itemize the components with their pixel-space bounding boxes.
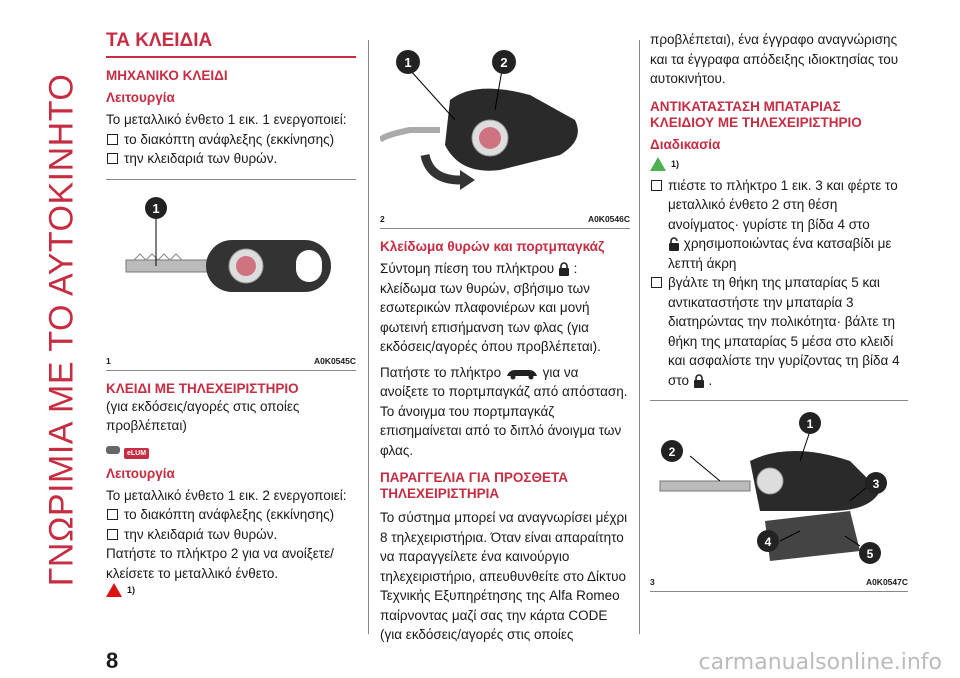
- page-title: ΤΑ ΚΛΕΙΔΙΑ: [106, 30, 356, 58]
- callout-5: 5: [866, 547, 874, 561]
- market-icons: [106, 442, 356, 460]
- warning-ref: 1): [106, 583, 135, 597]
- trunk-icon: [505, 366, 539, 380]
- page-number: 8: [106, 648, 119, 673]
- heading-remote-key: ΚΛΕΙΔΙ ΜΕ ΤΗΛΕΧΕΙΡΙΣΤΗΡΙΟ: [106, 380, 299, 396]
- callout-1: 1: [806, 417, 814, 431]
- figure-2: [380, 30, 630, 229]
- unlock-icon: [668, 237, 680, 251]
- paragraph: Το μεταλλικό ένθετο 1 εικ. 1 ενεργοποιεί:: [106, 112, 347, 127]
- callout-1: 1: [404, 55, 412, 70]
- bullet-item: την κλειδαριά των θυρών.: [106, 525, 356, 545]
- heading-door-lock: Κλείδωμα θυρών και πορτμπαγκάζ: [380, 239, 605, 254]
- callout-3: 3: [872, 477, 880, 491]
- column-3: [650, 30, 908, 592]
- callout-2: 2: [668, 445, 676, 459]
- checkbox-icon: [107, 153, 118, 164]
- figure-number: 1: [106, 355, 111, 366]
- warning-icon: [106, 583, 122, 597]
- checkbox-icon: [107, 509, 118, 520]
- checkbox-icon: [107, 529, 118, 540]
- callout-2: 2: [500, 55, 508, 70]
- checkbox-icon: [107, 134, 118, 145]
- paragraph: Το σύστημα μπορεί να αναγνωρίσει μέχρι 8 τηλεχειριστήρια. Όταν είναι απαραίτητο να παραγγείλετε ένα καινούργιο τηλεχειριστήριο, απευθυνθείτε στο Δίκτυο Τεχνικής Εξυπηρέτησης της Alfa Romeo παίρνοντας μαζί σας την κάρτα CODE (για εκδόσεις/αγορές στις οποίες: [380, 510, 628, 642]
- figure-number: 2: [380, 214, 385, 224]
- heading-function: Λειτουργία: [106, 90, 175, 105]
- side-section-title: ΓΝΩΡΙΜΙΑ ΜΕ ΤΟ ΑΥΤΟΚΙΝΗΤΟ: [42, 73, 81, 587]
- callout-4: 4: [764, 535, 772, 549]
- heading-battery-replacement: ΑΝΤΙΚΑΤΑΣΤΑΣΗ ΜΠΑΤΑΡΙΑΣ ΚΛΕΙΔΙΟΥ ΜΕ ΤΗΛΕΧΕΙΡΙΣΤΗΡΙΟ: [650, 98, 862, 130]
- elum-badge: eLUM: [124, 448, 149, 459]
- lock-icon: [693, 374, 705, 388]
- callout-1: 1: [152, 200, 160, 216]
- environment-icon: [650, 157, 666, 171]
- figure-3: [650, 400, 908, 592]
- paragraph: προβλέπεται), ένα έγγραφο αναγνώρισης και τα έγγραφα απόδειξης ιδιοκτησίας του αυτοκινήτου.: [650, 32, 899, 86]
- remote-key-image: [380, 30, 630, 210]
- paragraph: Πατήστε το πλήκτρο 2 για να ανοίξετε/κλείσετε το μεταλλικό ένθετο.: [106, 546, 334, 581]
- battery-replacement-image: [650, 401, 908, 573]
- paragraph: Σύντομη πίεση του πλήκτρου : κλείδωμα των θυρών, σβήσιμο των εσωτερικών πλαφονιέρων και μονή φωτεινή επισήμανση των φλας (για εκδόσεις/αγορές όπου προβλέπεται).: [380, 261, 601, 354]
- figure-code: A0K0547C: [865, 577, 908, 587]
- figure-1: [106, 179, 356, 371]
- heading-mechanical-key: ΜΗΧΑΝΙΚΟ ΚΛΕΙΔΙ: [106, 68, 228, 83]
- heading-procedure: Διαδικασία: [650, 136, 721, 152]
- watermark: carmanualsonline.info: [698, 650, 942, 675]
- paragraph: Πατήστε το πλήκτρο για να ανοίξετε το πορτμπαγκάζ από απόσταση. Το άνοιγμα του πορτμπαγκάζ επισημαίνεται από το διπλό άνοιγμα των φλας.: [380, 364, 628, 458]
- heading-order-remotes: ΠΑΡΑΓΓΕΛΙΑ ΓΙΑ ΠΡΟΣΘΕΤΑ ΤΗΛΕΧΕΙΡΙΣΤΗΡΙΑ: [380, 470, 568, 501]
- figure-code: A0K0545C: [313, 355, 356, 366]
- paragraph: (για εκδόσεις/αγορές στις οποίες προβλέπεται): [106, 398, 300, 433]
- heading-function: Λειτουργία: [106, 465, 175, 481]
- column-divider: [368, 40, 369, 634]
- checkbox-icon: [651, 180, 662, 191]
- env-warning-ref: 1): [650, 157, 679, 171]
- bullet-item: το διακόπτη ανάφλεξης (εκκίνησης): [106, 505, 356, 525]
- column-2: [380, 30, 630, 645]
- hand-icon: [106, 446, 120, 454]
- bullet-item: βγάλτε τη θήκη της μπαταρίας 5 και αντικαταστήστε την μπαταρία 3 διατηρώντας την πολικότητα· βάλτε τη θήκη της μπαταρίας 5 μέσα στο κλειδί και ασφαλίστε την γυρίζοντας τη βίδα 4 στο .: [650, 273, 908, 390]
- paragraph: Το μεταλλικό ένθετο 1 εικ. 2 ενεργοποιεί:: [106, 487, 347, 503]
- bullet-item: την κλειδαριά των θυρών.: [106, 149, 356, 169]
- lock-icon: [558, 262, 570, 276]
- column-divider: [639, 40, 640, 634]
- bullet-item: πιέστε το πλήκτρο 1 εικ. 3 και φέρτε το μεταλλικό ένθετο 2 στη θέση ανοίγματος· γυρίστε τη βίδα 4 στο χρησιμοποιώντας ένα κατσαβίδι με λεπτή άκρη: [650, 176, 908, 274]
- checkbox-icon: [651, 277, 662, 288]
- bullet-item: το διακόπτη ανάφλεξης (εκκίνησης): [106, 130, 356, 150]
- figure-code: A0K0546C: [587, 214, 630, 224]
- mechanical-key-image: [106, 180, 356, 350]
- figure-number: 3: [650, 577, 655, 587]
- column-1: [106, 30, 356, 602]
